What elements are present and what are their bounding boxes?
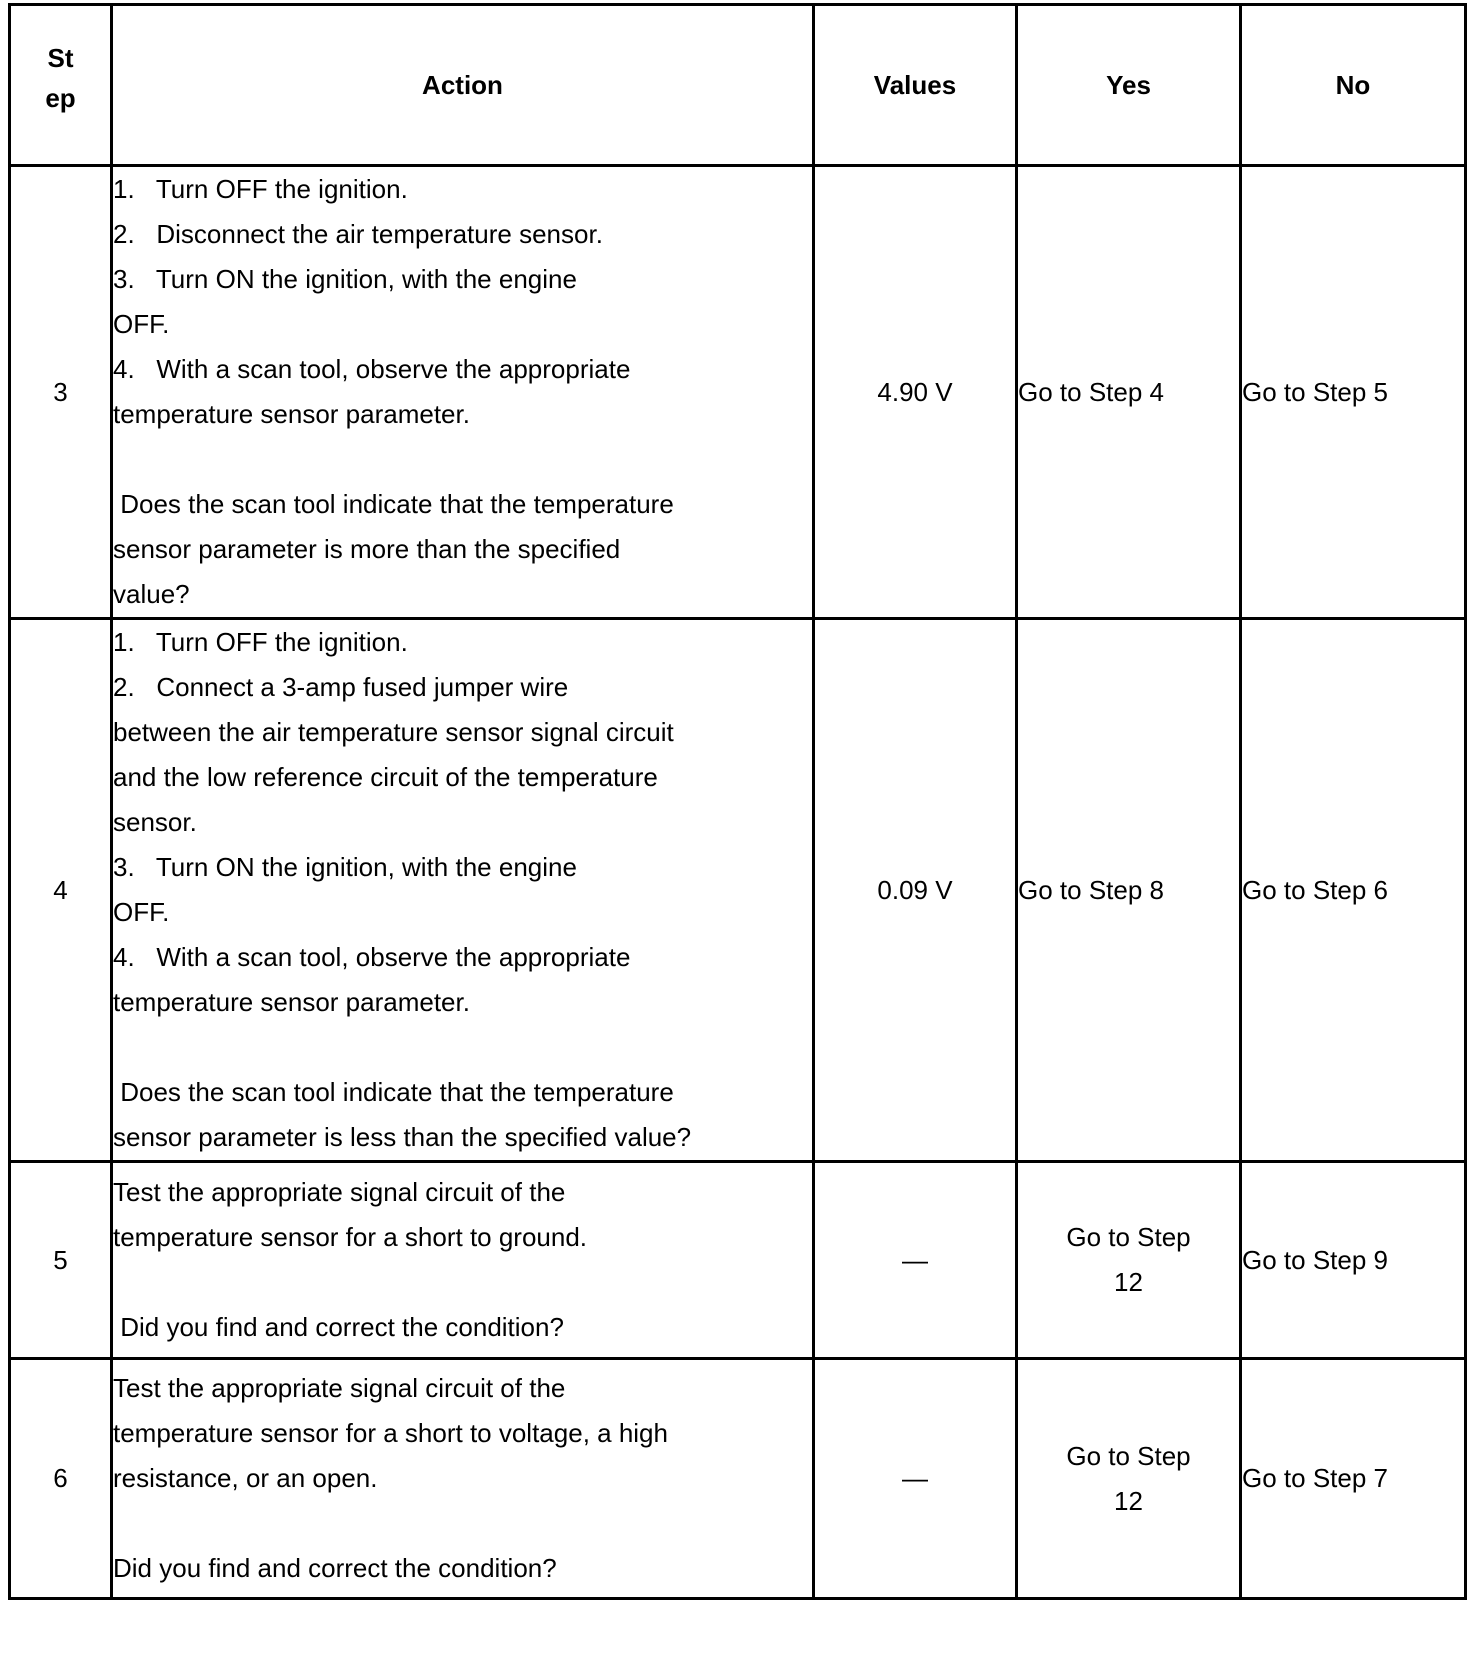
question-line: value? — [113, 579, 190, 609]
question-line: sensor parameter is less than the specified value? — [113, 1122, 692, 1152]
action-line: and the low reference circuit of the temperature — [113, 762, 658, 792]
action-cell — [112, 1162, 814, 1359]
yes-cell: Go to Step 4 — [1017, 166, 1241, 619]
question-line: Did you find and correct the condition? — [113, 1312, 564, 1342]
yes-cell — [1017, 1359, 1241, 1599]
yes-line: Go to Step — [1066, 1222, 1191, 1252]
step-number: 3 — [10, 166, 112, 619]
value-cell: 0.09 V — [814, 619, 1017, 1162]
action-line: temperature sensor parameter. — [113, 399, 470, 429]
yes-line: 12 — [1114, 1267, 1143, 1297]
table-row — [10, 166, 1466, 619]
step-number: 6 — [10, 1359, 112, 1599]
header-yes: Yes — [1017, 5, 1241, 166]
action-line: 4. With a scan tool, observe the appropriate — [113, 942, 631, 972]
header-step: St ep — [10, 5, 112, 166]
header-action: Action — [112, 5, 814, 166]
action-line: 1. Turn OFF the ignition. — [113, 174, 408, 204]
action-line: temperature sensor for a short to ground. — [113, 1222, 588, 1252]
action-line: Test the appropriate signal circuit of the — [113, 1373, 566, 1403]
action-line: 1. Turn OFF the ignition. — [113, 627, 408, 657]
yes-line: 12 — [1114, 1485, 1143, 1516]
question-line: Did you find and correct the condition? — [113, 1553, 557, 1583]
diagnostic-table — [8, 3, 1467, 1600]
value-cell: — — [814, 1162, 1017, 1359]
action-line: between the air temperature sensor signal circuit — [113, 717, 674, 747]
no-cell: Go to Step 6 — [1241, 619, 1466, 1162]
value-cell: — — [814, 1359, 1017, 1599]
action-cell — [112, 619, 814, 1162]
table-row — [10, 1359, 1466, 1599]
action-cell — [112, 1359, 814, 1599]
action-line: 3. Turn ON the ignition, with the engine — [113, 264, 577, 294]
value-cell: 4.90 V — [814, 166, 1017, 619]
question-line: sensor parameter is more than the specified — [113, 534, 621, 564]
action-line: temperature sensor parameter. — [113, 987, 470, 1017]
question-line: Does the scan tool indicate that the temperature — [113, 489, 674, 519]
action-line: sensor. — [113, 807, 197, 837]
action-line: 3. Turn ON the ignition, with the engine — [113, 852, 577, 882]
step-number: 5 — [10, 1162, 112, 1359]
header-values: Values — [814, 5, 1017, 166]
action-line: 2. Disconnect the air temperature sensor. — [113, 219, 603, 249]
action-line: OFF. — [113, 309, 170, 339]
action-cell — [112, 166, 814, 619]
no-cell: Go to Step 7 — [1241, 1359, 1466, 1599]
step-number: 4 — [10, 619, 112, 1162]
action-line: temperature sensor for a short to voltage, a high — [113, 1418, 668, 1448]
action-line: OFF. — [113, 897, 170, 927]
action-line: 4. With a scan tool, observe the appropriate — [113, 354, 631, 384]
yes-line: Go to Step — [1066, 1440, 1191, 1471]
table-row — [10, 1162, 1466, 1359]
header-no: No — [1241, 5, 1466, 166]
yes-cell: Go to Step 8 — [1017, 619, 1241, 1162]
action-line: 2. Connect a 3-amp fused jumper wire — [113, 672, 569, 702]
no-cell: Go to Step 9 — [1241, 1162, 1466, 1359]
no-cell: Go to Step 5 — [1241, 166, 1466, 619]
action-line: resistance, or an open. — [113, 1463, 378, 1493]
yes-cell — [1017, 1162, 1241, 1359]
table-row — [10, 619, 1466, 1162]
header-row — [10, 5, 1466, 166]
action-line: Test the appropriate signal circuit of the — [113, 1177, 566, 1207]
question-line: Does the scan tool indicate that the temperature — [113, 1077, 674, 1107]
